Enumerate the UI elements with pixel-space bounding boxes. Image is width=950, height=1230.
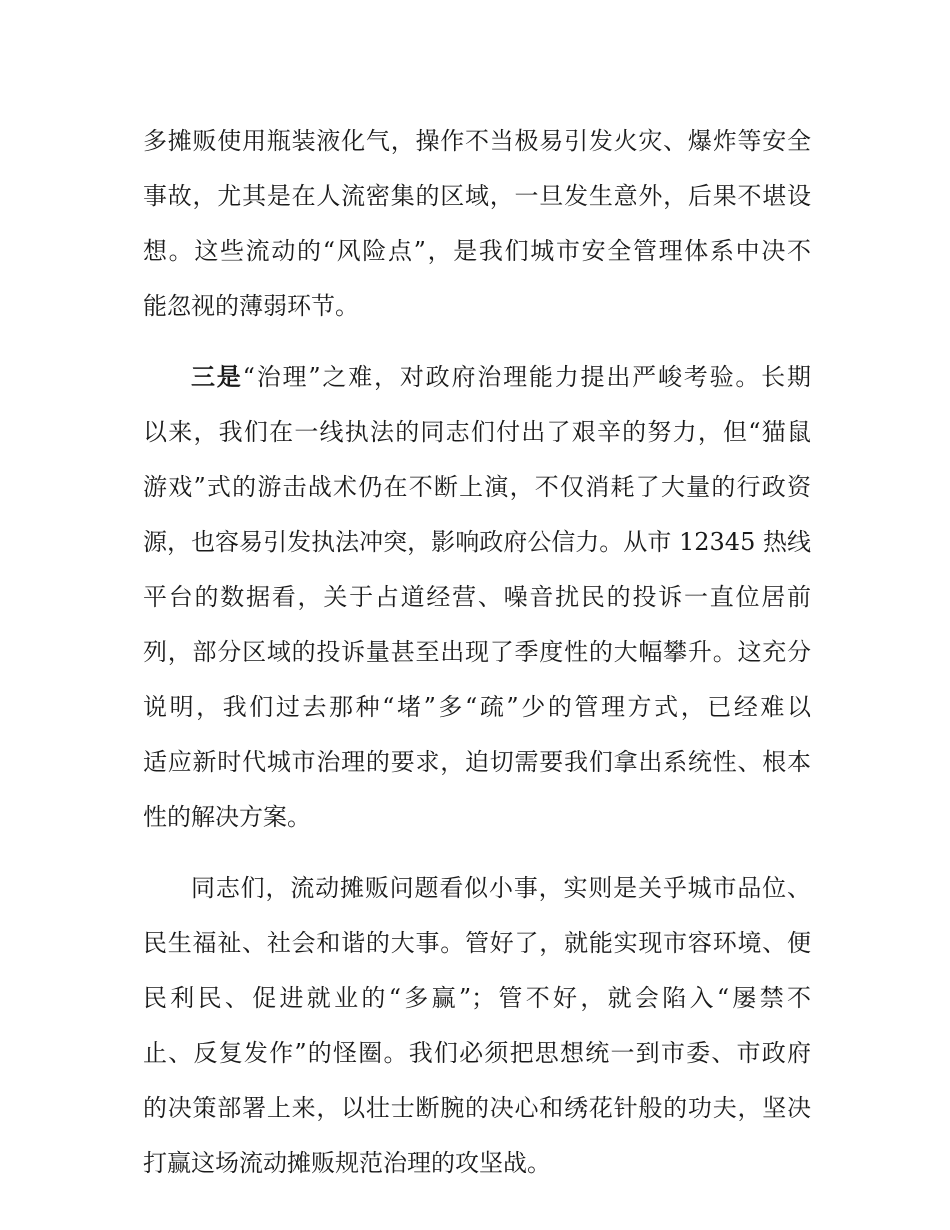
text-line: 游戏”式的游击战术仍在不断上演，不仅消耗了大量的行政资 [143, 473, 811, 501]
text-line: 打赢这场流动摊贩规范治理的攻坚战。 [143, 1149, 551, 1177]
text-line: 列，部分区域的投诉量甚至出现了季度性的大幅攀升。这充分 [143, 638, 811, 666]
text-line: 的决策部署上来，以壮士断腕的决心和绣花针般的功夫，坚决 [143, 1094, 811, 1122]
text-span: “治理”之难，对政府治理能力提出严峻考验。长期 [242, 363, 811, 391]
paragraph-3 [143, 868, 811, 1183]
text-line: 源，也容易引发执法冲突，影响政府公信力。从市 12345 热线 [143, 528, 811, 556]
paragraph-1 [143, 121, 811, 326]
text-line: 平台的数据看，关于占道经营、噪音扰民的投诉一直位居前 [143, 583, 811, 611]
text-line: 以来，我们在一线执法的同志们付出了艰辛的努力，但“猫鼠 [143, 418, 811, 446]
text-line: 适应新时代城市治理的要求，迫切需要我们拿出系统性、根本 [143, 748, 811, 776]
paragraph-lead: 三是 [191, 362, 243, 391]
paragraph-2 [143, 357, 811, 837]
text-line: 多摊贩使用瓶装液化气，操作不当极易引发火灾、爆炸等安全 [143, 127, 811, 155]
text-line: 说明，我们过去那种“堵”多“疏”少的管理方式，已经难以 [143, 693, 811, 721]
text-line: 性的解决方案。 [143, 803, 311, 831]
text-line: 同志们，流动摊贩问题看似小事，实则是关乎城市品位、 [191, 874, 811, 902]
text-line: 想。这些流动的“风险点”，是我们城市安全管理体系中决不 [143, 237, 811, 265]
text-line: 能忽视的薄弱环节。 [143, 292, 359, 320]
text-line: 止、反复发作”的怪圈。我们必须把思想统一到市委、市政府 [143, 1039, 811, 1067]
document-page [143, 121, 811, 1198]
text-line [143, 357, 811, 397]
text-line: 事故，尤其是在人流密集的区域，一旦发生意外，后果不堪设 [143, 182, 811, 210]
text-line: 民利民、促进就业的“多赢”；管不好，就会陷入“屡禁不 [143, 984, 811, 1012]
text-line: 民生福祉、社会和谐的大事。管好了，就能实现市容环境、便 [143, 929, 811, 957]
